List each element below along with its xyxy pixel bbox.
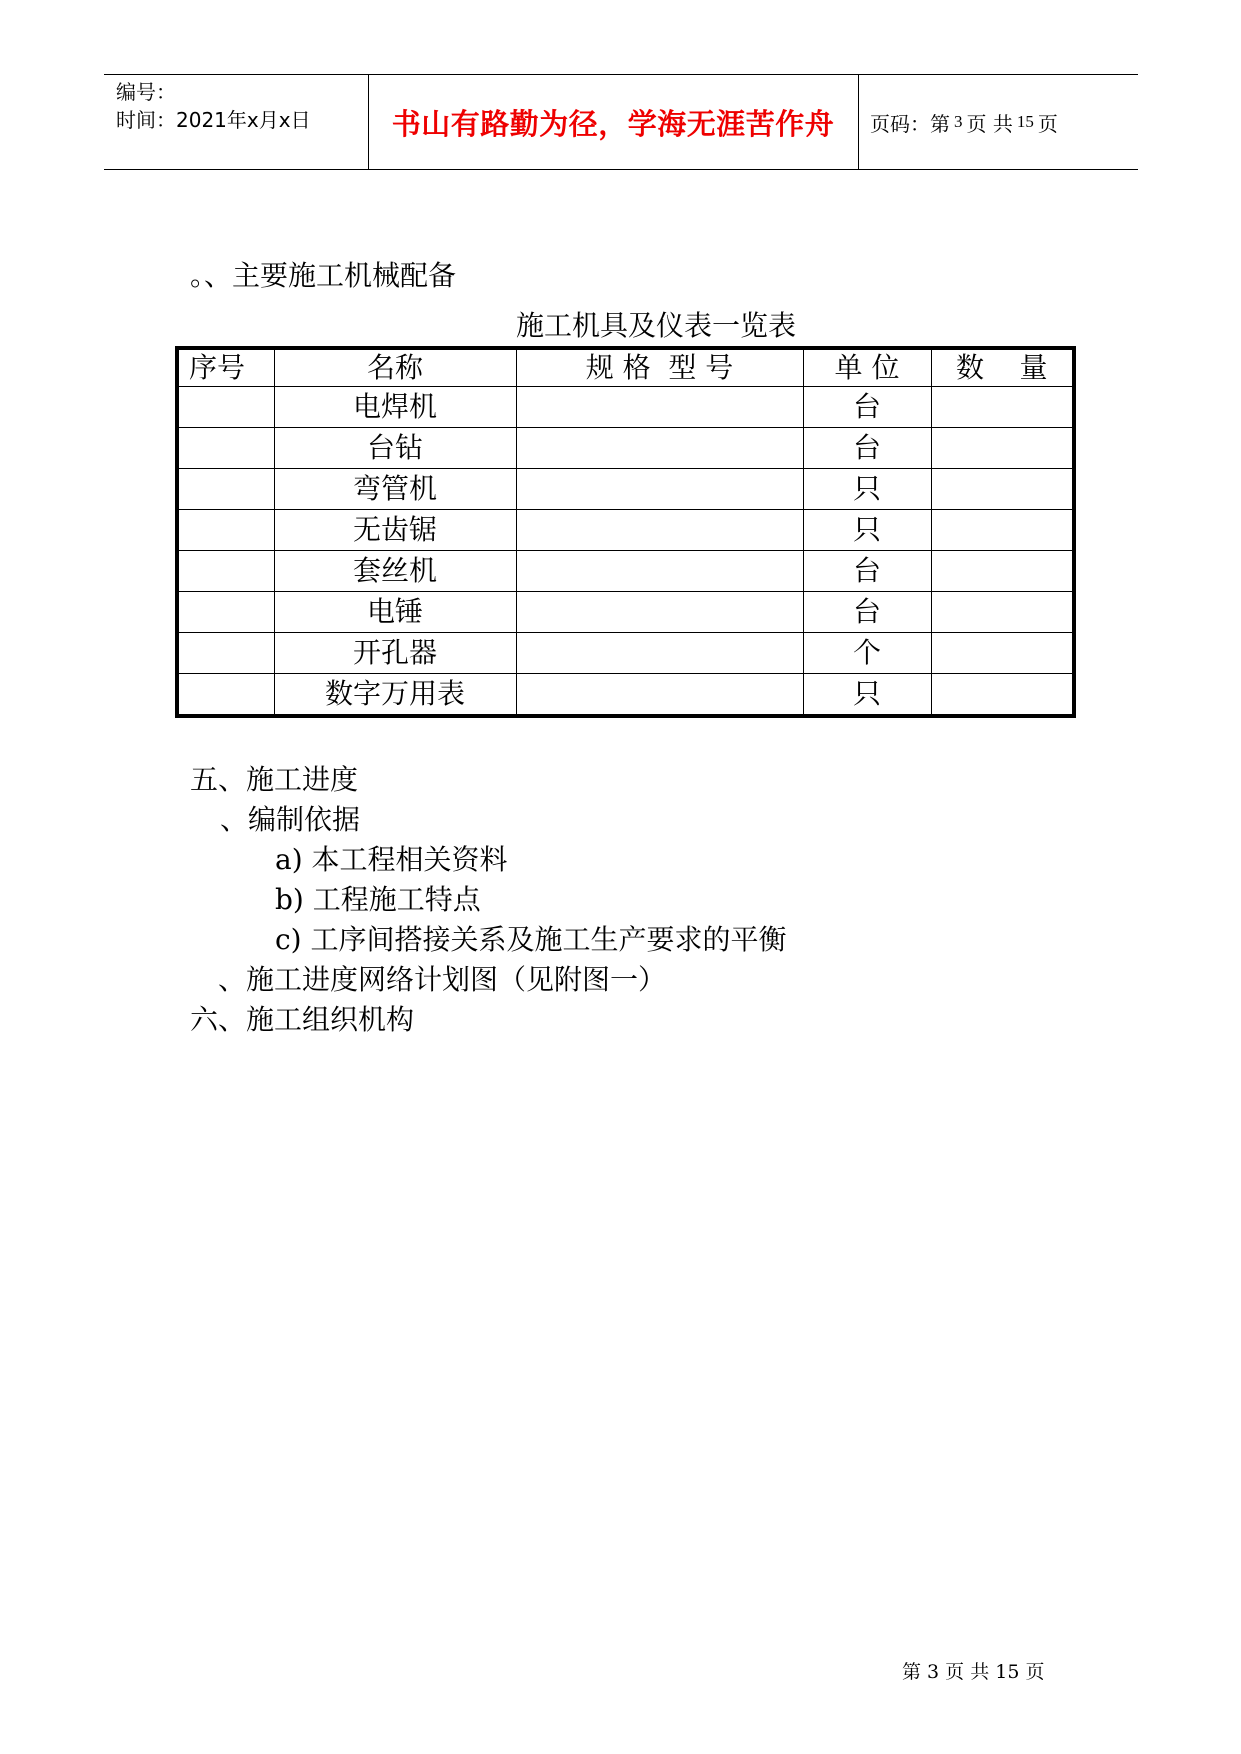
cell-seq	[177, 674, 274, 717]
table-row	[177, 428, 1074, 469]
column-header-unit: 单 位	[803, 348, 931, 387]
document-time: 时间：2021年x月x日	[116, 108, 311, 132]
cell-qty	[931, 469, 1074, 510]
table-caption: 施工机具及仪表一览表	[516, 309, 797, 342]
subheading-network-plan: 、施工进度网络计划图（见附图一）	[218, 963, 667, 996]
header-page-info	[870, 75, 1058, 169]
cell-name: 台钻	[274, 428, 516, 469]
cell-spec	[516, 469, 803, 510]
cell-unit: 只	[803, 674, 931, 717]
column-header-seq: 序号	[177, 348, 274, 387]
cell-seq	[177, 428, 274, 469]
subheading-basis: 、编制依据	[220, 803, 361, 836]
table-row	[177, 510, 1074, 551]
cell-spec	[516, 633, 803, 674]
cell-name: 无齿锯	[274, 510, 516, 551]
cell-qty	[931, 387, 1074, 428]
section-heading-organization: 六、施工组织机构	[190, 1003, 415, 1036]
cell-name: 数字万用表	[274, 674, 516, 717]
cell-name: 套丝机	[274, 551, 516, 592]
cell-qty	[931, 551, 1074, 592]
cell-unit: 台	[803, 428, 931, 469]
page-header	[104, 74, 1138, 170]
header-divider	[858, 75, 859, 169]
page-prefix: 页码：第	[870, 111, 950, 136]
page-footer: 第 3 页 共 15 页	[902, 1661, 1045, 1683]
column-header-qty: 数 量	[931, 348, 1074, 387]
header-meta	[116, 78, 311, 134]
column-header-name: 名称	[274, 348, 516, 387]
cell-seq	[177, 510, 274, 551]
cell-seq	[177, 387, 274, 428]
cell-qty	[931, 674, 1074, 717]
cell-seq	[177, 592, 274, 633]
table-row	[177, 387, 1074, 428]
page-suffix: 页	[1037, 111, 1058, 136]
cell-name: 电锤	[274, 592, 516, 633]
cell-name: 弯管机	[274, 469, 516, 510]
cell-qty	[931, 592, 1074, 633]
cell-spec	[516, 592, 803, 633]
cell-name: 开孔器	[274, 633, 516, 674]
table-row	[177, 592, 1074, 633]
cell-name: 电焊机	[274, 387, 516, 428]
cell-unit: 台	[803, 592, 931, 633]
cell-spec	[516, 387, 803, 428]
cell-spec	[516, 428, 803, 469]
cell-spec	[516, 674, 803, 717]
cell-unit: 个	[803, 633, 931, 674]
table-row	[177, 469, 1074, 510]
section-heading-schedule: 五、施工进度	[190, 763, 359, 796]
cell-unit: 台	[803, 387, 931, 428]
cell-qty	[931, 510, 1074, 551]
page-current: 3	[954, 112, 963, 131]
cell-unit: 只	[803, 469, 931, 510]
cell-seq	[177, 633, 274, 674]
table-header-row	[177, 348, 1074, 387]
page-total: 15	[1016, 112, 1034, 131]
cell-seq	[177, 551, 274, 592]
cell-unit: 只	[803, 510, 931, 551]
cell-qty	[931, 428, 1074, 469]
cell-qty	[931, 633, 1074, 674]
cell-unit: 台	[803, 551, 931, 592]
cell-spec	[516, 510, 803, 551]
section-heading-machinery: 。、主要施工机械配备	[190, 259, 457, 292]
cell-seq	[177, 469, 274, 510]
page-mid: 页 共	[966, 111, 1013, 136]
table-row	[177, 551, 1074, 592]
list-item: a) 本工程相关资料	[275, 843, 508, 876]
document-number-label: 编号：	[116, 80, 176, 104]
cell-spec	[516, 551, 803, 592]
header-motto: 书山有路勤为径，学海无涯苦作舟	[391, 106, 835, 141]
column-header-spec: 规 格 型 号	[516, 348, 803, 387]
table-row	[177, 633, 1074, 674]
list-item: c) 工序间搭接关系及施工生产要求的平衡	[275, 923, 787, 956]
table-row	[177, 674, 1074, 717]
list-item: b) 工程施工特点	[275, 883, 481, 916]
equipment-table	[175, 346, 1076, 718]
